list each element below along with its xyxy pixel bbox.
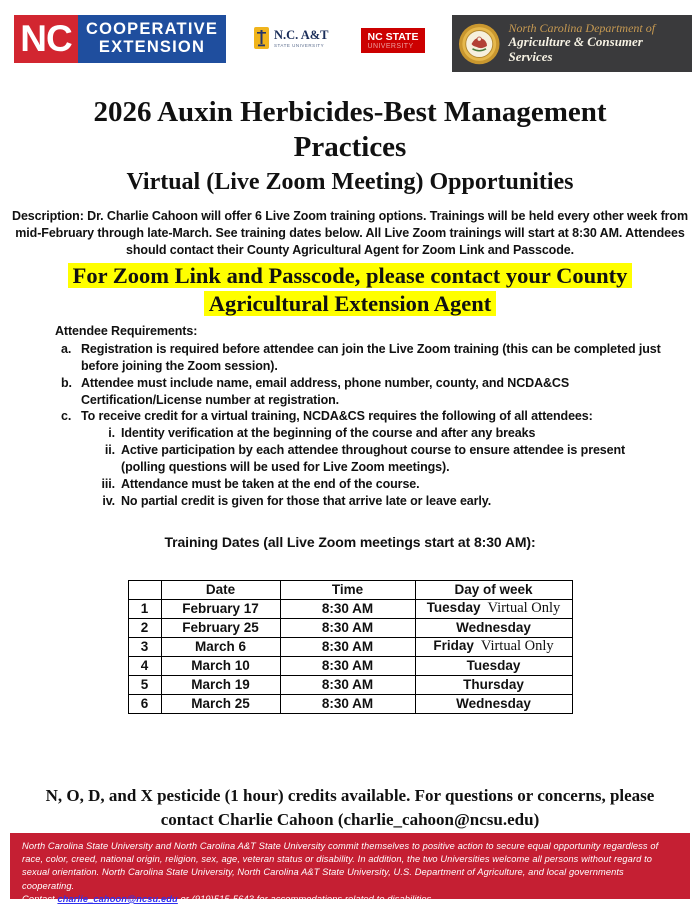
training-dates-table <box>128 580 573 714</box>
cell-day <box>415 618 572 637</box>
page-title: 2026 Auxin Herbicides-Best Management Practices <box>93 96 607 164</box>
requirement-text: No partial credit is given for those that arrive late or leave early. <box>121 493 492 508</box>
day-name: Tuesday <box>426 600 481 616</box>
cell-date: March 10 <box>161 656 280 675</box>
extension-label: EXTENSION <box>98 38 206 56</box>
eeo-footer <box>10 833 690 904</box>
cell-date: March 6 <box>161 637 280 656</box>
header-cell-day: Day of week <box>415 580 572 599</box>
ncat-emblem-icon <box>254 27 269 49</box>
highlight-text: For Zoom Link and Passcode, please contact your County Agricultural Extension Agent <box>68 263 633 317</box>
requirement-text: Attendee must include name, email address, phone number, county, and NCDA&CS Certification/License number at registration. <box>81 375 570 407</box>
list-marker: iii. <box>101 476 115 491</box>
cell-num: 5 <box>128 675 161 694</box>
header-cell-date: Date <box>161 580 280 599</box>
ncdacs-line2: Agriculture & Consumer Services <box>508 34 643 65</box>
requirement-text: To receive credit for a virtual training, NCDA&CS requires the following of all attendees: <box>81 409 593 424</box>
table-caption: Training Dates (all Live Zoom meetings start at 8:30 AM): <box>164 533 536 550</box>
contact-prefix: Contact <box>22 893 58 904</box>
cell-day <box>415 599 572 618</box>
attendee-requirements <box>55 323 670 510</box>
contact-suffix: or (919)515-5643 for accommodations related to disabilities. <box>177 893 435 904</box>
list-marker: a. <box>61 341 72 356</box>
cell-date: March 19 <box>161 675 280 694</box>
day-name: Tuesday <box>466 657 521 673</box>
description-paragraph <box>8 208 692 260</box>
ncstate-subtitle: UNIVERSITY <box>367 43 414 51</box>
table-row <box>128 675 572 694</box>
eeo-statement: North Carolina State University and North Carolina A&T State University commit themselves to positive action to secure equal opportunity regardless of race, color, creed, national origin, religion, sex, age, veteran status or disability. In addition, the two Universities welcome all persons without regard to sexual orientation. North Carolina State University, North Carolina A&T State University, U.S. Department of Agriculture, and local governments cooperating. <box>22 841 659 891</box>
ncat-subtitle: STATE UNIVERSITY <box>274 43 325 48</box>
table-row <box>128 656 572 675</box>
requirement-item-a <box>61 341 670 375</box>
table-row <box>128 694 572 713</box>
requirement-item-b <box>61 375 670 409</box>
list-marker: b. <box>61 375 72 390</box>
cell-time: 8:30 AM <box>280 637 415 656</box>
day-name: Wednesday <box>456 695 531 711</box>
cooperative-label: COOPERATIVE <box>85 20 219 39</box>
day-name: Wednesday <box>456 619 531 635</box>
requirement-text: Identity verification at the beginning of the course and after any breaks <box>121 426 536 441</box>
page-subtitle: Virtual (Live Zoom Meeting) Opportunities <box>126 168 574 195</box>
table-row <box>128 599 572 618</box>
list-marker: iv. <box>102 493 115 508</box>
ncat-name: N.C. A&T <box>274 28 329 42</box>
day-name: Friday <box>433 638 474 654</box>
virtual-only-note: Virtual Only <box>480 638 554 655</box>
cell-time: 8:30 AM <box>280 694 415 713</box>
cell-day <box>415 694 572 713</box>
ncstate-logo <box>361 28 426 53</box>
requirement-text: Active participation by each attendee throughout course to ensure attendee is present (polling questions will be used for Live Zoom meetings). <box>121 443 626 475</box>
cell-day <box>415 675 572 694</box>
cell-num: 4 <box>128 656 161 675</box>
cell-num: 3 <box>128 637 161 656</box>
table-header-row <box>128 580 572 599</box>
cell-day <box>415 656 572 675</box>
description-text: Dr. Charlie Cahoon will offer 6 Live Zoom training options. Trainings will be held every other week from mid-February through late-March. See training dates below. All Live Zoom trainings will start at 8:30 AM. Attendees should contact their County Agricultural Agent for Zoom Link and Passcode. <box>15 208 688 258</box>
cell-date: February 17 <box>161 599 280 618</box>
email-link[interactable]: charlie_cahoon@ncsu.edu <box>57 893 178 904</box>
nc-logo-mark: NC <box>14 15 78 63</box>
cell-time: 8:30 AM <box>280 618 415 637</box>
nc-cooperative-extension-logo <box>14 15 226 63</box>
header-cell-time: Time <box>280 580 415 599</box>
list-marker: ii. <box>104 443 115 458</box>
ncdacs-logo <box>452 15 692 72</box>
requirement-text: Attendance must be taken at the end of the course. <box>121 476 420 491</box>
cell-num: 6 <box>128 694 161 713</box>
ncat-wordmark <box>274 28 329 48</box>
cell-num: 1 <box>128 599 161 618</box>
day-name: Thursday <box>463 676 524 692</box>
cell-date: February 25 <box>161 618 280 637</box>
credits-note: N, O, D, and X pesticide (1 hour) credits available. For questions or concerns, please contact Charlie Cahoon (charlie_cahoon@ncsu.edu) <box>45 785 655 829</box>
ncat-logo <box>254 27 329 49</box>
requirement-subitem-ii <box>97 442 670 476</box>
table-row <box>128 618 572 637</box>
highlight-notice <box>10 262 690 320</box>
cell-time: 8:30 AM <box>280 599 415 618</box>
requirement-item-c <box>61 408 670 425</box>
requirements-heading: Attendee Requirements: <box>55 324 198 339</box>
ncdacs-seal-icon <box>458 22 501 66</box>
table-row <box>128 637 572 656</box>
list-marker: c. <box>61 409 72 424</box>
cell-date: March 25 <box>161 694 280 713</box>
requirement-subitem-i <box>97 425 670 442</box>
ncdacs-line1: North Carolina Department of <box>508 20 656 35</box>
list-marker: i. <box>108 426 115 441</box>
requirement-subitem-iv <box>97 493 670 510</box>
header-logos <box>0 0 700 75</box>
ncdacs-wordmark <box>509 22 685 66</box>
header-cell-blank <box>128 580 161 599</box>
description-label: Description: <box>12 208 84 223</box>
cell-num: 2 <box>128 618 161 637</box>
ncstate-name: NC STATE <box>367 31 419 43</box>
cooperative-extension-wordmark <box>78 15 226 63</box>
cell-time: 8:30 AM <box>280 675 415 694</box>
requirement-text: Registration is required before attendee can join the Live Zoom training (this can be completed just before joining the Zoom session). <box>81 341 661 373</box>
virtual-only-note: Virtual Only <box>487 600 561 617</box>
requirement-subitem-iii <box>97 476 670 493</box>
cell-day <box>415 637 572 656</box>
cell-time: 8:30 AM <box>280 656 415 675</box>
